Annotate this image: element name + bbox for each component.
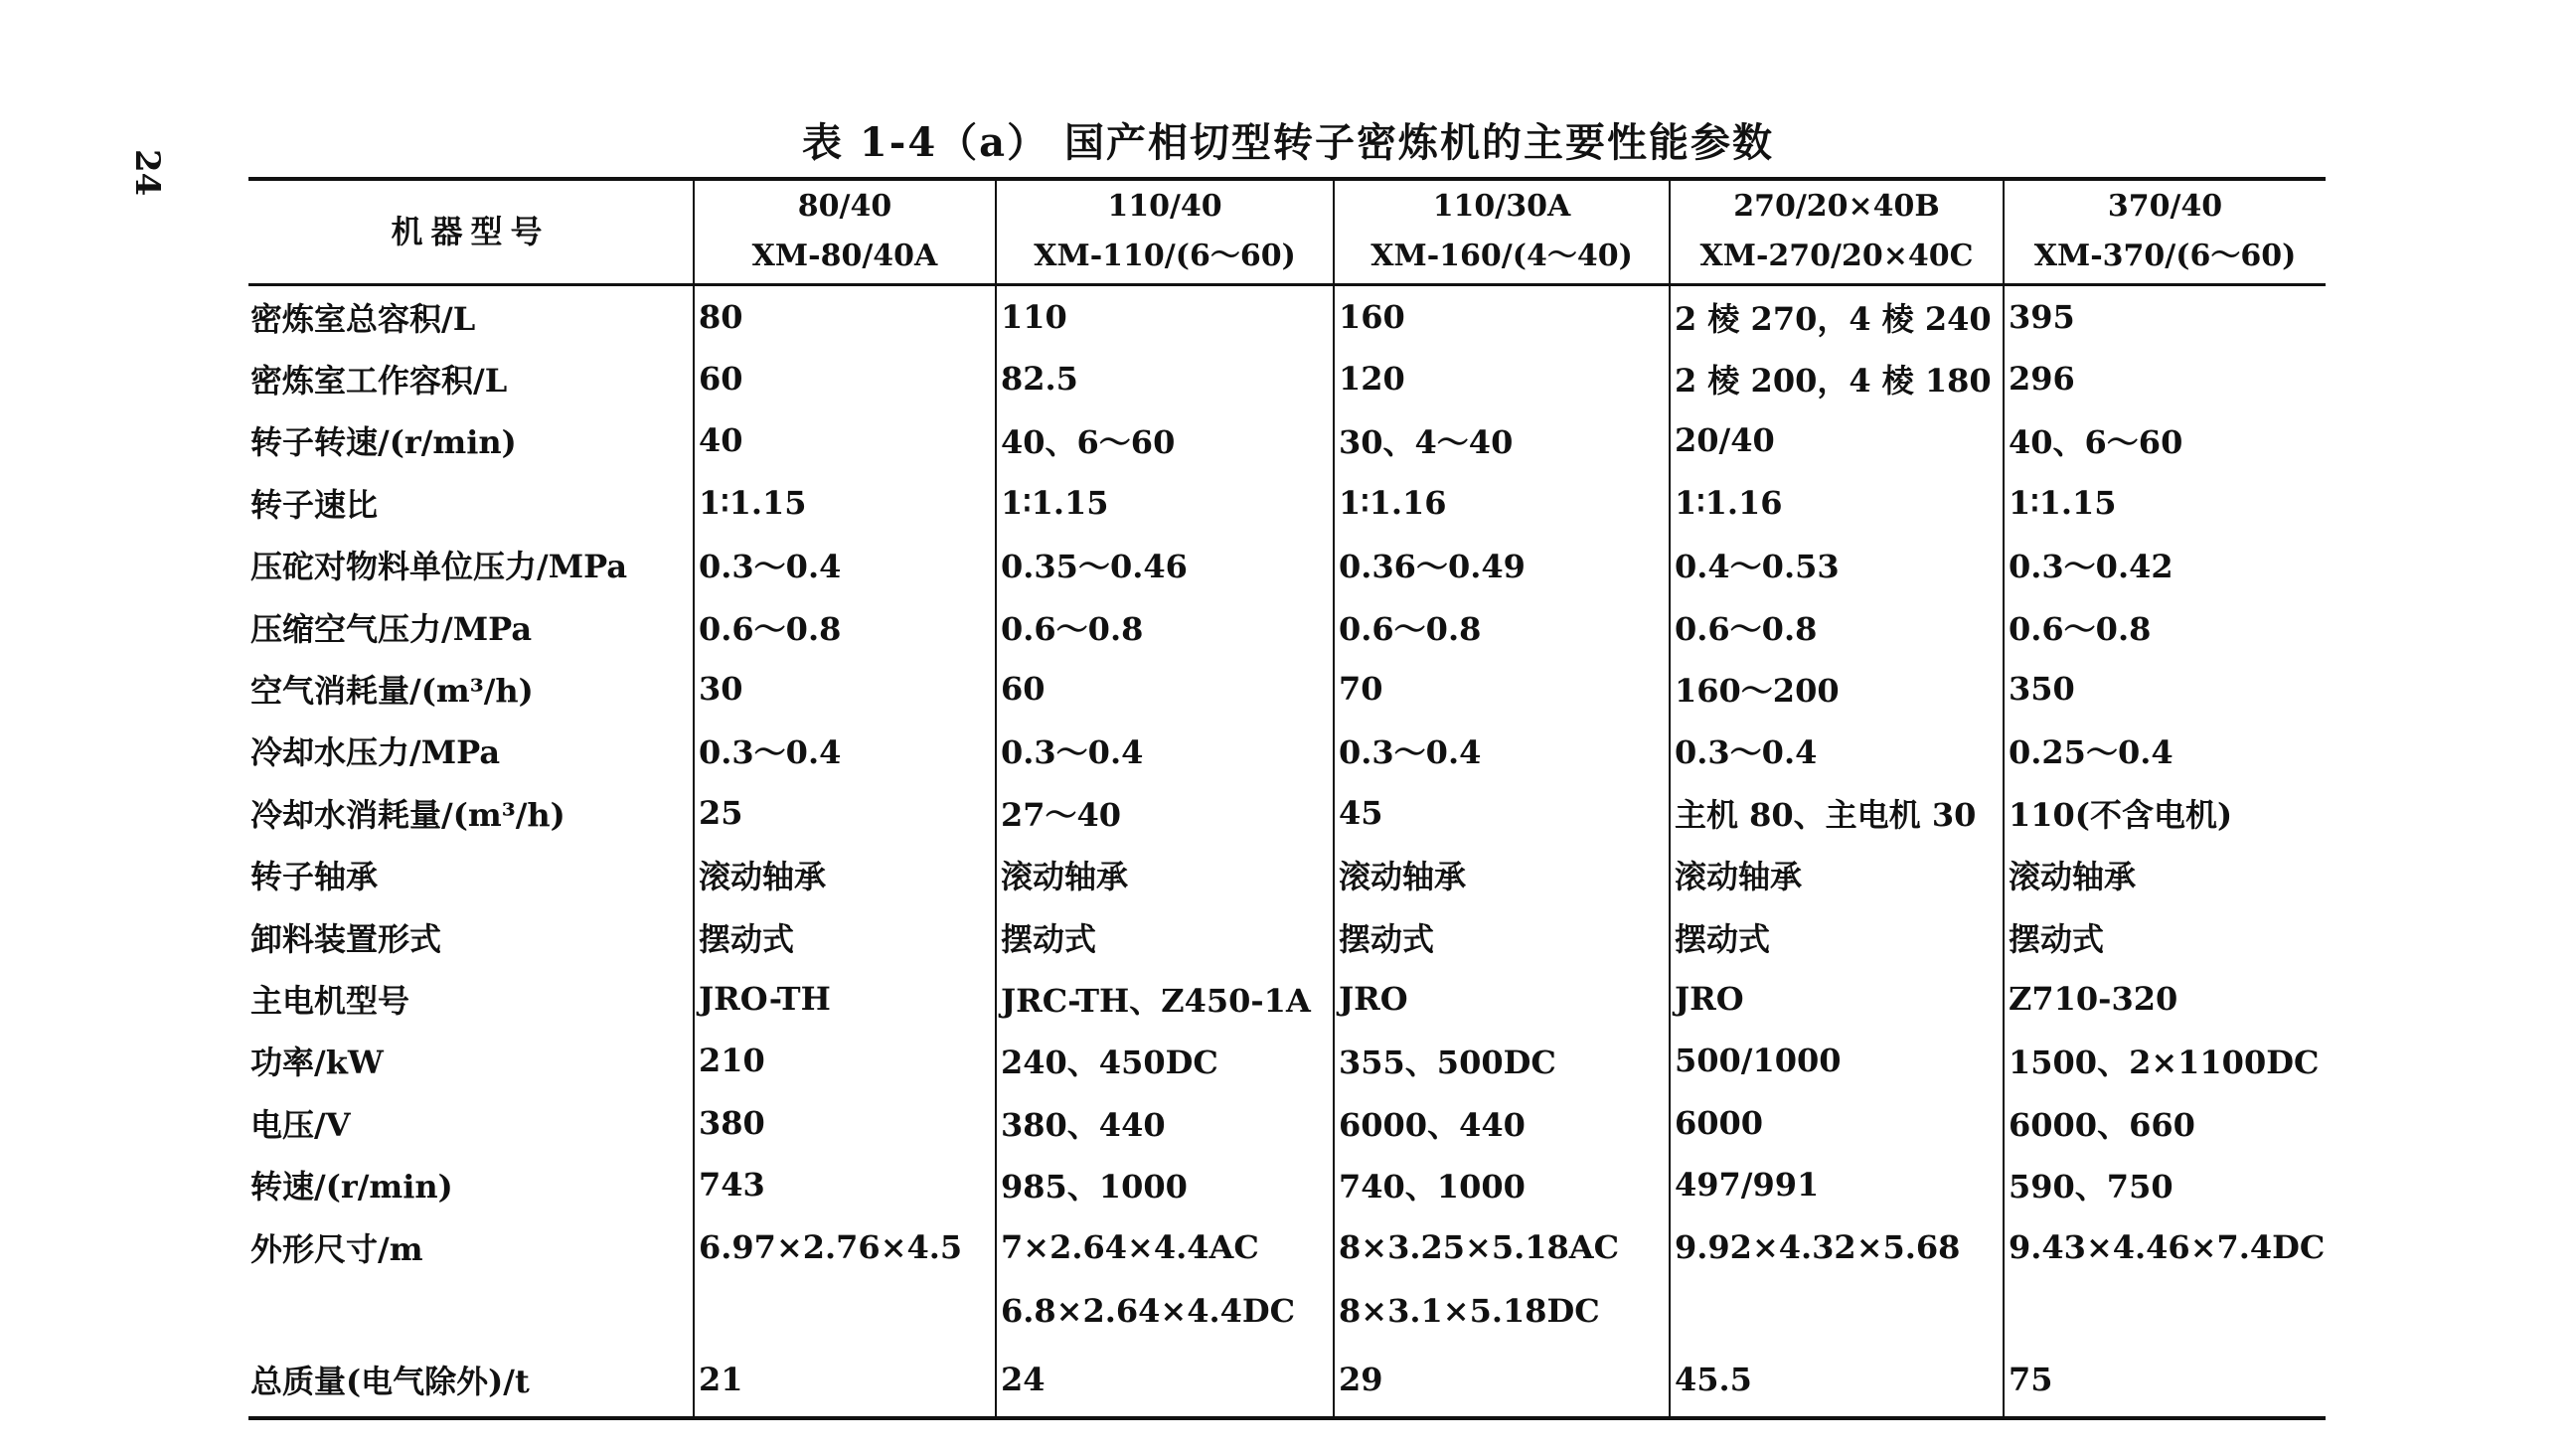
model-column-header [1334, 179, 1670, 284]
row-label: 总质量(电气除外)/t [248, 1343, 694, 1418]
row-label: 外形尺寸/m [250, 1230, 423, 1269]
table-cell: 7×2.64×4.4AC [996, 1215, 1334, 1279]
table-cell: 0.4～0.53 [1670, 534, 2004, 595]
table-row [248, 720, 2326, 781]
table-cell [1670, 1279, 2004, 1343]
table-cell: 摆动式 [694, 905, 996, 967]
table-cell: 0.35～0.46 [996, 534, 1334, 595]
table-title: 表 1-4（a） 国产相切型转子密炼机的主要性能参数 [801, 119, 1775, 166]
model-column-header [996, 179, 1334, 284]
table-row [248, 1343, 2326, 1418]
table-cell: 40 [694, 409, 996, 471]
row-label: 冷却水消耗量/(m³/h) [250, 795, 565, 834]
table-cell: 380 [694, 1092, 996, 1154]
table-cell: 滚动轴承 [1334, 844, 1670, 905]
table-cell: 590、750 [2004, 1154, 2326, 1215]
table-cell: 210 [694, 1030, 996, 1091]
table-cell: 1∶1.15 [2004, 472, 2326, 534]
table-cell: 240、450DC [996, 1030, 1334, 1091]
table-cell: 滚动轴承 [2004, 844, 2326, 905]
table-cell: 9.92×4.32×5.68 [1670, 1215, 2004, 1279]
row-label: 转子轴承 [250, 858, 379, 896]
table-cell: 摆动式 [2004, 905, 2326, 967]
table-row [248, 284, 2326, 348]
model-line2: XM-270/20×40C [1699, 239, 1974, 274]
table-cell: 9.43×4.46×7.4DC [2004, 1215, 2326, 1279]
model-line1: 110/30A [1432, 189, 1571, 225]
model-column-header [1670, 179, 2004, 284]
table-cell: 45 [1334, 782, 1670, 844]
table-row [248, 658, 2326, 720]
table-cell: 120 [1334, 348, 1670, 409]
row-label: 密炼室工作容积/L [250, 362, 508, 401]
table-body [248, 284, 2326, 1418]
model-line1: 80/40 [797, 189, 892, 225]
model-column-header [694, 179, 996, 284]
table-cell: JRO [1670, 968, 2004, 1030]
table-cell: 20/40 [1670, 409, 2004, 471]
table-cell: 0.6～0.8 [2004, 595, 2326, 657]
row-label: 转子转速/(r/min) [250, 423, 517, 462]
row-label: 电压/V [250, 1105, 351, 1144]
table-cell: 0.6～0.8 [996, 595, 1334, 657]
table-cell [694, 1279, 996, 1343]
row-label: 压缩空气压力/MPa [250, 609, 533, 648]
table-row [248, 348, 2326, 409]
table-cell: 380、440 [996, 1092, 1334, 1154]
table-cell: 60 [694, 348, 996, 409]
table-cell: 主机 80、主电机 30 [1670, 782, 2004, 844]
table-cell: 0.6～0.8 [1334, 595, 1670, 657]
table-cell [2004, 1279, 2326, 1343]
table-row [248, 844, 2326, 905]
table-cell: 355、500DC [1334, 1030, 1670, 1091]
table-cell: 0.3～0.4 [1334, 720, 1670, 781]
table-cell: 497/991 [1670, 1154, 2004, 1215]
table-row [248, 472, 2326, 534]
row-label: 空气消耗量/(m³/h) [250, 672, 534, 711]
model-column-header [2004, 179, 2326, 284]
table-cell: JRC-TH、Z450-1A [996, 968, 1334, 1030]
table-cell: 110(不含电机) [2004, 782, 2326, 844]
table-cell: 8×3.1×5.18DC [1334, 1279, 1670, 1343]
table-cell: 6000 [1670, 1092, 2004, 1154]
row-label: 冷却水压力/MPa [250, 733, 501, 772]
table-cell: 0.36～0.49 [1334, 534, 1670, 595]
table-cell: 6000、440 [1334, 1092, 1670, 1154]
table-cell: 29 [1334, 1343, 1670, 1418]
table-cell: 0.6～0.8 [1670, 595, 2004, 657]
table-cell: 160 [1334, 284, 1670, 348]
table-cell: 60 [996, 658, 1334, 720]
table-row [248, 1154, 2326, 1215]
table-cell: 30 [694, 658, 996, 720]
table-cell: 滚动轴承 [996, 844, 1334, 905]
table-cell: 滚动轴承 [1670, 844, 2004, 905]
spec-table [248, 177, 2326, 1420]
table-cell: 985、1000 [996, 1154, 1334, 1215]
model-line1: 270/20×40B [1733, 189, 1940, 225]
table-cell: 摆动式 [996, 905, 1334, 967]
row-label [248, 1279, 694, 1343]
table-cell: 1∶1.15 [996, 472, 1334, 534]
table-cell: 350 [2004, 658, 2326, 720]
table-row [248, 1030, 2326, 1091]
model-line1: 370/40 [2107, 189, 2223, 225]
table-cell: 1∶1.16 [1334, 472, 1670, 534]
table-cell: 110 [996, 284, 1334, 348]
table-cell: 160～200 [1670, 658, 2004, 720]
table-cell: 0.3～0.4 [996, 720, 1334, 781]
model-line2: XM-160/(4～40) [1370, 239, 1633, 274]
table-row [248, 968, 2326, 1030]
table-cell: 395 [2004, 284, 2326, 348]
table-cell: 0.3～0.4 [694, 534, 996, 595]
table-cell: 70 [1334, 658, 1670, 720]
table-cell: 2 棱 270，4 棱 240 [1670, 284, 2004, 348]
table-cell: 24 [996, 1343, 1334, 1418]
row-label: 密炼室总容积/L [250, 299, 476, 338]
table-cell: JRO-TH [694, 968, 996, 1030]
table-cell: 80 [694, 284, 996, 348]
table-cell: 40、6～60 [2004, 409, 2326, 471]
table-cell: 6.97×2.76×4.5 [694, 1215, 996, 1279]
table-cell: 75 [2004, 1343, 2326, 1418]
table-cell: 6.8×2.64×4.4DC [996, 1279, 1334, 1343]
table-cell: 21 [694, 1343, 996, 1418]
table-cell: 摆动式 [1670, 905, 2004, 967]
model-line2: XM-370/(6～60) [2033, 239, 2297, 274]
row-label: 主电机型号 [250, 981, 410, 1020]
table-row [248, 1092, 2326, 1154]
table-cell: 0.3～0.42 [2004, 534, 2326, 595]
table-cell: 40、6～60 [996, 409, 1334, 471]
table-cell: JRO [1334, 968, 1670, 1030]
param-column-header: 机器型号 [248, 179, 694, 284]
table-row [248, 595, 2326, 657]
row-label: 压砣对物料单位压力/MPa [250, 548, 628, 586]
table-row [248, 782, 2326, 844]
table-cell: 1500、2×1100DC [2004, 1030, 2326, 1091]
table-cell: 500/1000 [1670, 1030, 2004, 1091]
model-line2: XM-110/(6～60) [1034, 239, 1296, 274]
table-cell: 743 [694, 1154, 996, 1215]
table-cell: 740、1000 [1334, 1154, 1670, 1215]
table-row [248, 905, 2326, 967]
table-cell: 1∶1.15 [694, 472, 996, 534]
table-cell: 0.3～0.4 [694, 720, 996, 781]
table-row [248, 1215, 2326, 1279]
table-cell: 6000、660 [2004, 1092, 2326, 1154]
table-cell: 2 棱 200，4 棱 180 [1670, 348, 2004, 409]
model-line2: XM-80/40A [751, 239, 938, 274]
table-cell: 0.6～0.8 [694, 595, 996, 657]
page-number: 24 [127, 149, 167, 197]
table-cell: 45.5 [1670, 1343, 2004, 1418]
table-cell: 82.5 [996, 348, 1334, 409]
model-line1: 110/40 [1107, 189, 1222, 225]
table-cell: 0.25～0.4 [2004, 720, 2326, 781]
table-cell: 滚动轴承 [694, 844, 996, 905]
row-label: 卸料装置形式 [250, 919, 442, 958]
table-row [248, 1279, 2326, 1343]
table-row [248, 534, 2326, 595]
table-cell: 摆动式 [1334, 905, 1670, 967]
table-cell: Z710-320 [2004, 968, 2326, 1030]
table-cell: 27～40 [996, 782, 1334, 844]
row-label: 功率/kW [250, 1044, 384, 1082]
row-label: 转子速比 [250, 485, 379, 524]
table-cell: 296 [2004, 348, 2326, 409]
table-cell: 25 [694, 782, 996, 844]
table-cell: 0.3～0.4 [1670, 720, 2004, 781]
table-cell: 1∶1.16 [1670, 472, 2004, 534]
row-label: 转速/(r/min) [250, 1168, 453, 1207]
header-row [248, 179, 2326, 284]
table-cell: 8×3.25×5.18AC [1334, 1215, 1670, 1279]
table-row [248, 409, 2326, 471]
table-cell: 30、4～40 [1334, 409, 1670, 471]
